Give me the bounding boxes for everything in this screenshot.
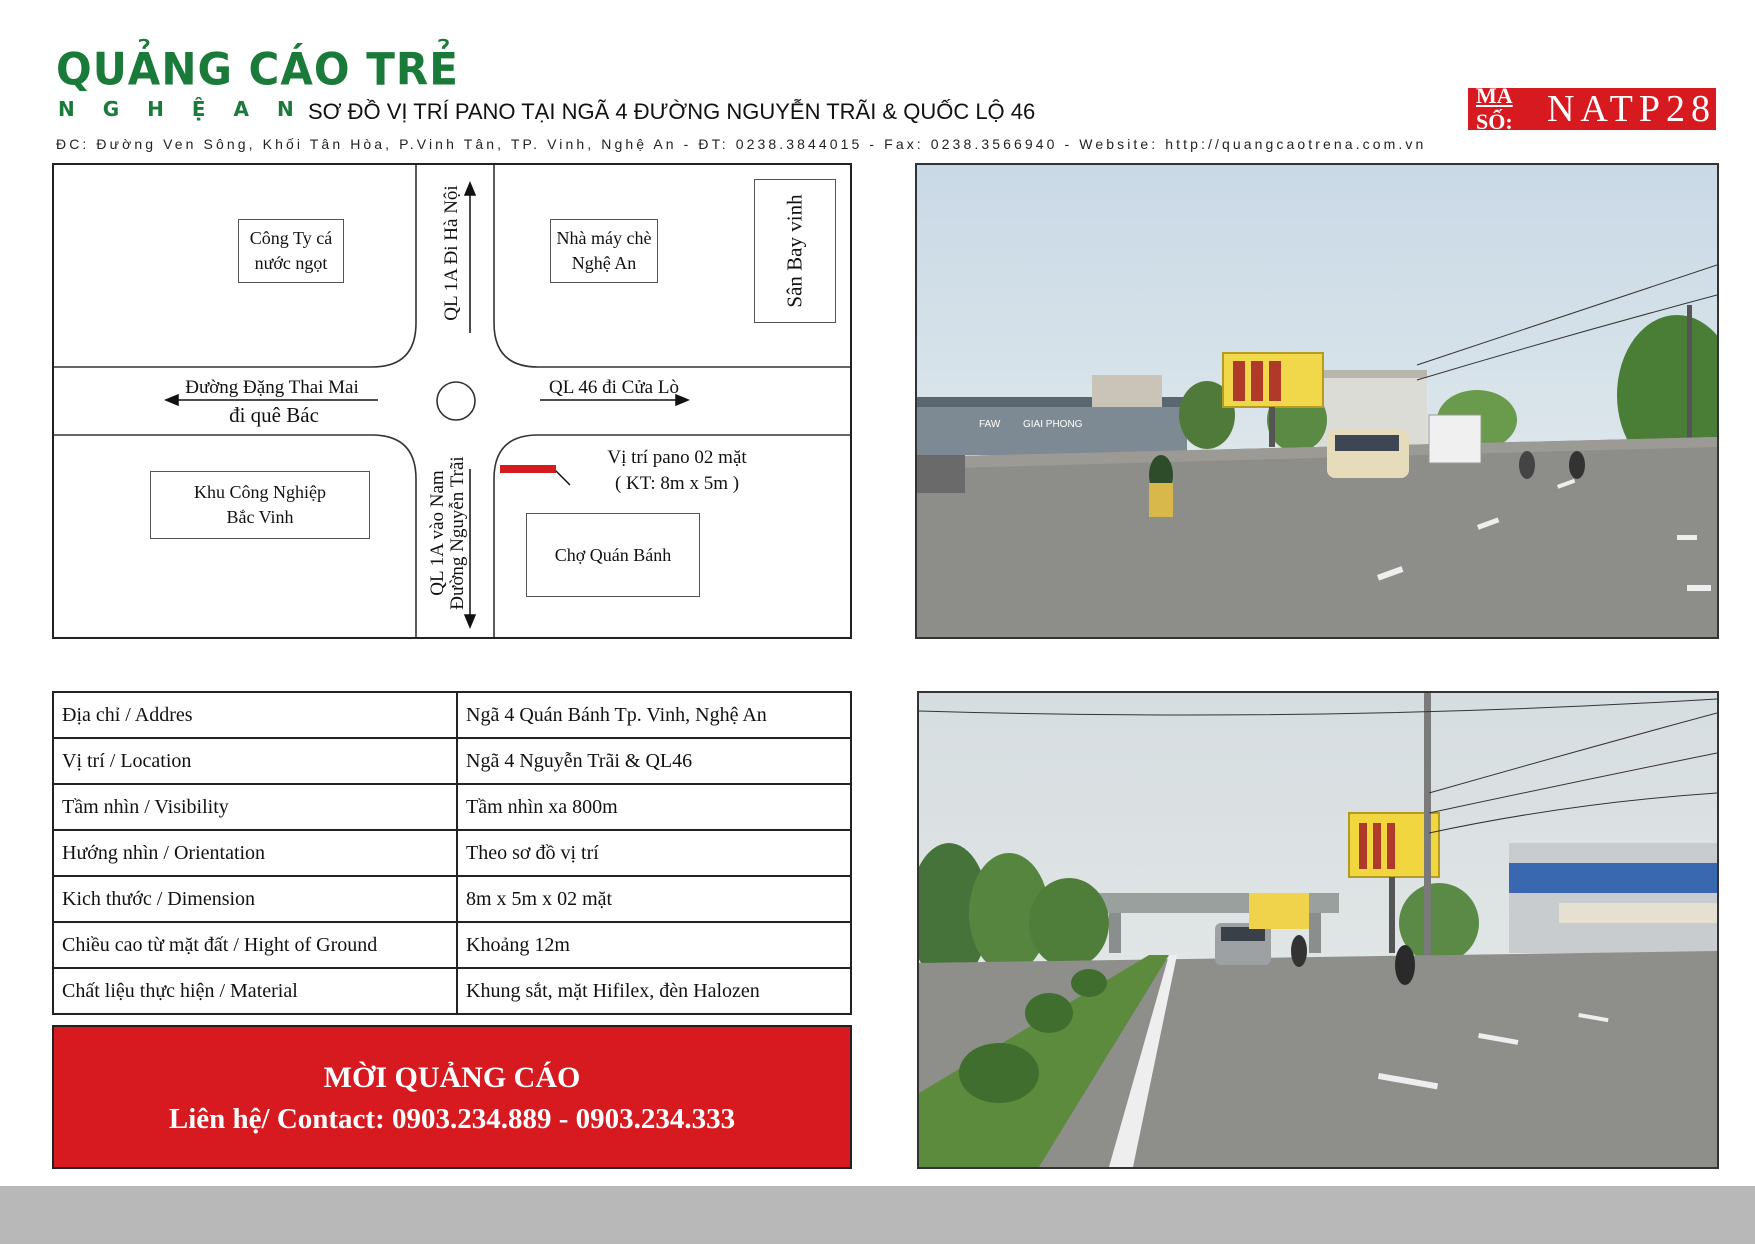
row-value: Ngã 4 Quán Bánh Tp. Vinh, Nghệ An — [457, 692, 851, 738]
road-east-label: QL 46 đi Cửa Lò — [549, 377, 679, 398]
industrial-line2: Bắc Vinh — [226, 507, 294, 527]
showroom-sign: FAW — [979, 419, 1001, 430]
row-value: 8m x 5m x 02 mặt — [457, 876, 851, 922]
market-label: Chợ Quán Bánh — [554, 544, 672, 565]
company-line2: nước ngọt — [254, 253, 328, 273]
row-label: Chất liệu thực hiện / Material — [53, 968, 457, 1014]
row-value: Ngã 4 Nguyễn Trãi & QL46 — [457, 738, 851, 784]
table-row — [53, 738, 851, 784]
table-row — [53, 784, 851, 830]
row-label: Vị trí / Location — [53, 738, 457, 784]
ql1a-north-label: QL 1A Đi Hà Nội — [441, 185, 462, 321]
contact-banner — [52, 1025, 852, 1169]
site-photo-top-image — [917, 165, 1717, 637]
industrial-line1: Khu Công Nghiệp — [194, 482, 326, 502]
site-photo-top — [915, 163, 1719, 639]
site-photo-bottom-image — [919, 693, 1717, 1167]
company-line1: Công Ty cá — [249, 228, 333, 248]
row-label: Địa chỉ / Addres — [53, 692, 457, 738]
row-value: Theo sơ đồ vị trí — [457, 830, 851, 876]
footer-bar — [0, 1186, 1755, 1244]
row-value: Tầm nhìn xa 800m — [457, 784, 851, 830]
ql1a-south-label: QL 1A vào Nam — [427, 470, 448, 596]
pano-marker — [500, 465, 556, 473]
pano-label: Vị trí pano 02 mặt — [607, 447, 747, 468]
table-row — [53, 922, 851, 968]
row-label: Chiều cao từ mặt đất / Hight of Ground — [53, 922, 457, 968]
code-badge — [1468, 83, 1716, 134]
table-row — [53, 830, 851, 876]
company-address: ĐC: Đường Ven Sông, Khối Tân Hòa, P.Vinh Tân, TP. Vinh, Nghệ An - ĐT: 0238.3844015 - Fax: 0238.3566940 - Website: http://quangcaotrena.com.vn — [56, 136, 1427, 152]
row-label: Hướng nhìn / Orientation — [53, 830, 457, 876]
nguyen-trai-label: Đường Nguyễn Trãi — [447, 456, 468, 610]
pano-size-label: ( KT: 8m x 5m ) — [614, 473, 740, 494]
road-west-sublabel: đi quê Bác — [229, 403, 319, 427]
cta-title: MỜI QUẢNG CÁO — [323, 1061, 581, 1094]
site-photo-bottom — [917, 691, 1719, 1169]
table-row — [53, 692, 851, 738]
factory-line2: Nghệ An — [571, 253, 637, 273]
logo-subtext: NGHỆAN — [58, 97, 322, 121]
row-label: Kich thước / Dimension — [53, 876, 457, 922]
airport-box — [754, 179, 836, 323]
row-value: Khung sắt, mặt Hifilex, đèn Halozen — [457, 968, 851, 1014]
code-value: NATP28 — [1546, 88, 1716, 130]
info-table — [52, 691, 852, 1015]
factory-box — [550, 219, 658, 283]
page-title: SƠ ĐỒ VỊ TRÍ PANO TẠI NGÃ 4 ĐƯỜNG NGUYỄN TRÃI & QUỐC LỘ 46 — [308, 99, 1036, 124]
table-row — [53, 876, 851, 922]
industrial-box — [150, 471, 370, 539]
airport-label: Sân Bay vinh — [783, 194, 808, 308]
cta-contact: Liên hệ/ Contact: 0903.234.889 - 0903.234.333 — [168, 1103, 736, 1135]
logo-text: QUẢNG CÁO TRẺ — [56, 43, 459, 96]
road-west-label: Đường Đặng Thai Mai — [185, 377, 359, 398]
row-value: Khoảng 12m — [457, 922, 851, 968]
factory-line1: Nhà máy chè — [556, 228, 652, 248]
showroom-sign-2: GIAI PHONG — [1023, 419, 1083, 430]
company-box — [238, 219, 344, 283]
code-label: MÃ SỐ: — [1476, 83, 1513, 134]
market-box — [526, 513, 700, 597]
table-row — [53, 968, 851, 1014]
location-map — [52, 163, 852, 639]
row-label: Tầm nhìn / Visibility — [53, 784, 457, 830]
